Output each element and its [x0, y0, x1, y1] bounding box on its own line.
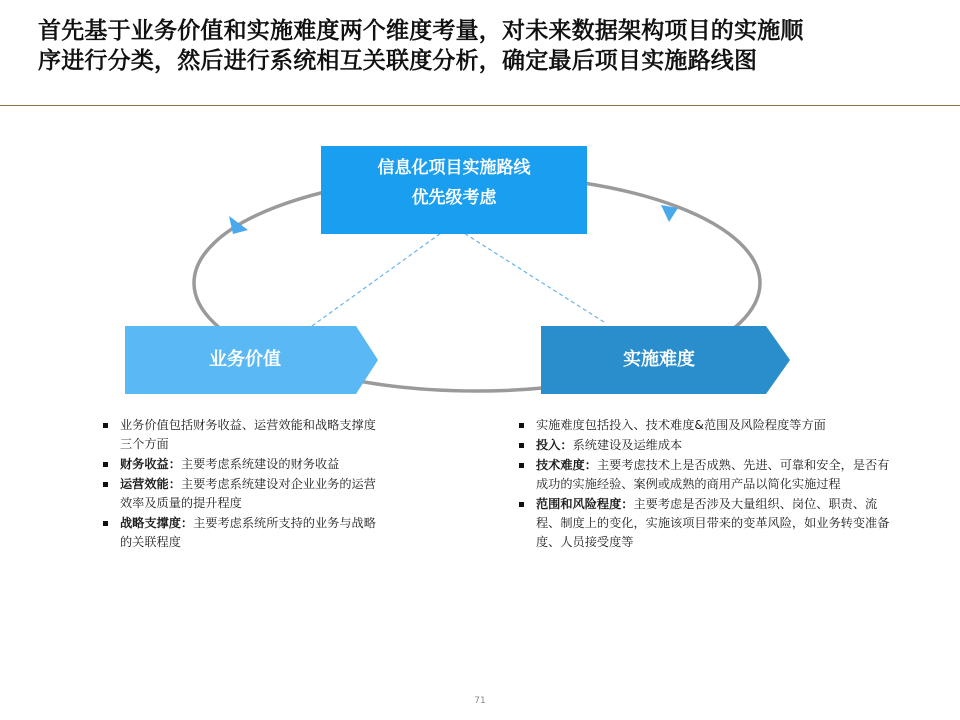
list-item: [518, 416, 898, 435]
business-value-list: [102, 416, 380, 553]
priority-box-line-2: 优先级考虑: [411, 188, 497, 208]
cycle-arrowhead-left: [229, 216, 248, 234]
list-item-key: 财务收益：: [120, 457, 181, 471]
list-item-key: 投入：: [536, 438, 573, 452]
bullet-icon: [519, 443, 524, 448]
list-item: [518, 436, 898, 455]
list-item-text: 主要考虑系统建设的财务收益: [180, 457, 340, 471]
bullet-icon: [519, 502, 524, 507]
bullet-icon: [519, 423, 524, 428]
cycle-arrowhead-right: [661, 205, 678, 222]
bullet-icon: [103, 482, 108, 487]
list-item-text: 系统建设及运维成本: [572, 438, 683, 452]
dashed-connector-right: [456, 228, 604, 322]
list-item-text: 主要考虑技术上是否成熟、先进、可靠和安全，是否有成功的实施经验、案例或成熟的商用产品以简化实施过程: [536, 458, 890, 491]
list-item: [102, 455, 380, 474]
list-item: [518, 495, 898, 552]
bullet-icon: [103, 423, 108, 428]
list-item-text: 主要考虑是否涉及大量组织、岗位、职责、流程、制度上的变化，实施该项目带来的变革风险，如业务转变准备度、人员接受度等: [536, 497, 890, 549]
list-item-text: 业务价值包括财务收益、运营效能和战略支撑度三个方面: [120, 418, 376, 451]
list-item: [102, 416, 380, 454]
list-item-key: 战略支撑度：: [120, 516, 194, 530]
list-item: [102, 475, 380, 513]
business-value-label: 业务价值: [209, 349, 281, 370]
bullet-icon: [519, 463, 524, 468]
priority-box: [321, 146, 587, 234]
list-item: [102, 514, 380, 552]
implementation-difficulty-label: 实施难度: [623, 349, 695, 370]
list-item-key: 技术难度：: [536, 458, 597, 472]
list-item-key: 范围和风险程度：: [536, 497, 634, 511]
list-item-text: 主要考虑系统所支持的业务与战略的关联程度: [120, 516, 376, 549]
page-number: 71: [474, 696, 486, 706]
title-line-1: 首先基于业务价值和实施难度两个维度考量，对未来数据架构项目的实施顺: [38, 18, 804, 44]
bullet-icon: [103, 462, 108, 467]
list-item-text: 主要考虑系统建设对企业业务的运营效率及质量的提升程度: [120, 477, 376, 510]
priority-box-line-1: 信息化项目实施路线: [377, 158, 531, 178]
title-line-2: 序进行分类，然后进行系统相互关联度分析，确定最后项目实施路线图: [38, 48, 758, 74]
bullet-icon: [103, 521, 108, 526]
implementation-difficulty-list: [518, 416, 898, 553]
list-item-key: 运营效能：: [120, 477, 181, 491]
list-item-text: 实施难度包括投入、技术难度&范围及风险程度等方面: [536, 418, 826, 432]
dashed-connector-left: [312, 228, 448, 326]
list-item: [518, 456, 898, 494]
